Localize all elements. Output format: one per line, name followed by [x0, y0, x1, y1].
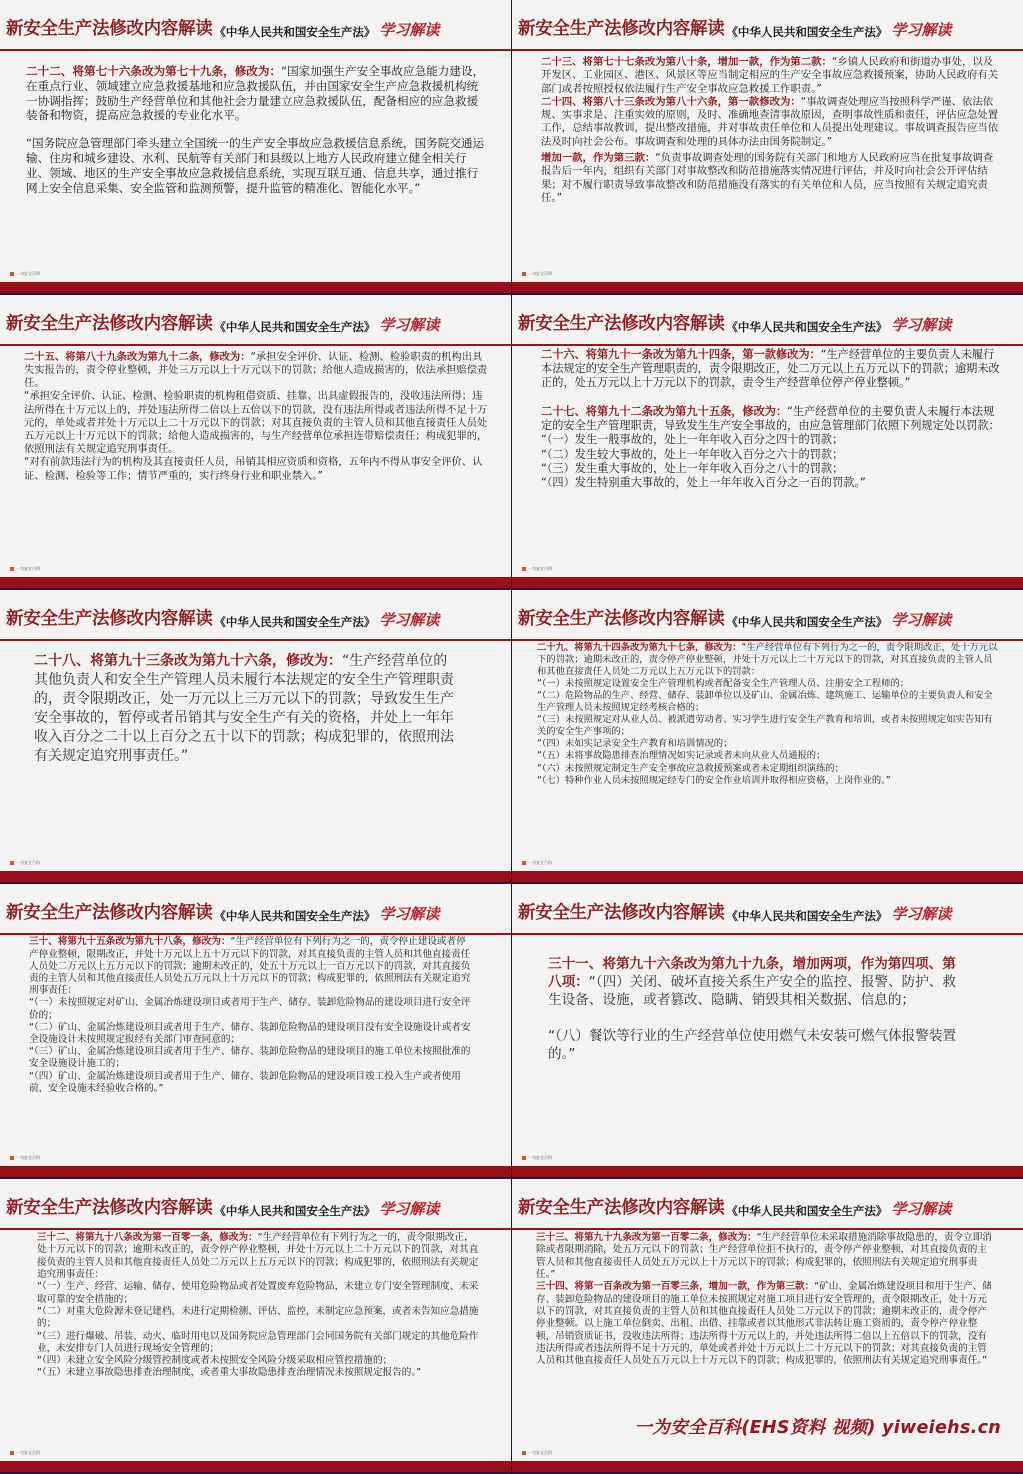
slide-title: 新安全生产法修改内容解读	[6, 19, 213, 39]
list-item: “（二）危险物品的生产、经营、储存、装卸单位以及矿山、金属冶炼、建筑施工、运输单位的主要负责人和安全生产管理人员未按照规定经考核合格的；	[537, 689, 993, 714]
law-name: 《中华人民共和国安全生产法》	[726, 1204, 888, 1219]
slide-header	[0, 1179, 511, 1225]
header-divider	[512, 933, 1023, 935]
study-tag: 学习解读	[379, 905, 440, 924]
article-text: “生产经营单位有下列行为之一的，责令限期改正，处十万元以下的罚款；逾期未改正的，责令停产停业整顿，并处十万元以上二十万元以下的罚款，对其直接负责的主管人员和其他直接责任人员处二万元以上五万元以下的罚款；构成犯罪的，依照刑法有关规定追究刑事责任：	[37, 1232, 479, 1281]
slide-body	[29, 936, 475, 1095]
list-item: “（三）进行爆破、吊装、动火、临时用电以及国务院应急管理部门会同国务院有关部门规定的其他危险作业，未安排专门人员进行现场安全管理的；	[37, 1330, 479, 1354]
footer-logo: 一为安全百科	[522, 566, 552, 572]
list-item: “（二）矿山、金属冶炼建设项目或者用于生产、储存、装卸危险物品的建设项目没有安全设施设计或者安全设施设计未按照规定报经有关部门审查同意的；	[29, 1021, 471, 1046]
footer-logo: 一为安全百科	[10, 1450, 40, 1456]
header-divider	[512, 49, 1023, 51]
article-text: “国家加强生产安全事故应急能力建设，在重点行业、领域建立应急救援基地和应急救援队伍，并由国家安全生产应急救援机构统一协调指挥；鼓励生产经营单位和其他社会力量建立应急救援队伍，配备相应的应急救援装备和物资，提高应急救援的专业化水平。	[26, 64, 485, 123]
footer-bar	[512, 1166, 1023, 1178]
watermark: 一为安全百科(EHS资料 视频) yiweiehs.cn	[634, 1417, 1001, 1438]
law-name: 《中华人民共和国安全生产法》	[726, 614, 888, 629]
paragraph	[541, 348, 1001, 391]
logo-icon	[522, 1156, 526, 1160]
article-text: “生产经营单位有下列行为之一的，责令停止建设或者停产停业整顿，限期改正，并处十万元以上五十万元以下的罚款，对其直接负责的主管人员和其他直接责任人员处二万元以上五万元以下的罚款；逾期未改正的，处五十万元以上一百万元以下的罚款，对其直接负责的主管人员和其他直接责任人员处五万元以上十万元以下的罚款；构成犯罪的，依照刑法有关规定追究刑事责任：	[29, 936, 471, 997]
footer-bar	[512, 1461, 1023, 1473]
slide-header	[0, 295, 511, 341]
list-item: “（一）生产、经营、运输、储存、使用危险物品或者处置废弃危险物品，未建立专门安全管理制度、未采取可靠的安全措施的；	[37, 1281, 479, 1305]
paragraph	[541, 152, 1001, 205]
slide-body	[537, 642, 1001, 787]
footer-logo: 一为安全百科	[10, 1155, 40, 1161]
slide-header	[512, 295, 1023, 341]
slide-title: 新安全生产法修改内容解读	[6, 903, 213, 924]
study-tag: 学习解读	[379, 21, 440, 39]
law-name: 《中华人民共和国安全生产法》	[726, 909, 888, 924]
logo-icon	[522, 861, 526, 865]
slide-title: 新安全生产法修改内容解读	[518, 608, 725, 629]
article-text: “矿山、金属冶炼建设项目和用于生产、储存、装卸危险物品的建设项目的施工单位未按照规定对施工项目进行安全管理的，责令限期改正，处十万元以下的罚款，对其直接负责的主管人员和其他直接责任人员处二万元以下的罚款；逾期未改正的，责令停产停业整顿。以上施工单位倒卖、出租、出借、挂靠或者以其他形式非法转让施工资质的，责令停产停业整顿，吊销资质证书，没收违法所得；违法所得十万元以上的，并处违法所得二倍以上五倍以下的罚款，没有违法所得或者违法所得不足十万元的，单处或者并处十万元以上二十万元以下的罚款；对其直接负责的主管人员和其他直接责任人员处五万元以上十万元以下的罚款；构成犯罪的，依照刑法有关规定追究刑事责任。”	[536, 1281, 992, 1367]
list-item: “（一）未按照规定对矿山、金属冶炼建设项目或者用于生产、储存、装卸危险物品的建设项目进行安全评价的；	[29, 997, 471, 1021]
footer-bar	[0, 282, 511, 294]
list-item: “（三）发生重大事故的，处上一年年收入百分之八十的罚款；	[541, 461, 844, 475]
slide-31	[512, 884, 1023, 1179]
logo-icon	[10, 1451, 14, 1455]
list-item: “（四）矿山、金属冶炼建设项目或者用于生产、储存、装卸危险物品的建设项目竣工投入生产或者使用前，安全设施未经验收合格的。”	[29, 1070, 461, 1094]
footer-logo: 一为安全百科	[10, 271, 40, 277]
law-name: 《中华人民共和国安全生产法》	[214, 1204, 376, 1219]
study-tag: 学习解读	[891, 1200, 952, 1219]
slide-body	[34, 652, 459, 766]
paragraph	[541, 56, 1001, 96]
slide-title: 新安全生产法修改内容解读	[518, 19, 725, 39]
slide-body	[548, 955, 961, 1063]
list-item: “（一）发生一般事故的，处上一年年收入百分之四十的罚款；	[541, 433, 844, 447]
list-item: “（二）对重大危险源未登记建档，未进行定期检测、评估、监控，未制定应急预案，或者未告知应急措施的；	[37, 1305, 479, 1330]
list-item: “（六）未按照规定制定生产安全事故应急救援预案或者未定期组织演练的；	[537, 762, 844, 774]
slide-33-34	[512, 1179, 1023, 1474]
article-heading: 三十一、将第九十六条改为第九十九条，增加两项，作为第四项、第八项：	[548, 956, 956, 991]
paragraph	[29, 936, 475, 997]
footer-bar	[512, 871, 1023, 883]
slide-29	[512, 590, 1023, 885]
paragraph	[537, 642, 1001, 678]
article-text: “生产经营单位未采取措施消除事故隐患的，责令立即消除或者限期消除，处五万元以下的罚款；生产经营单位拒不执行的，责令停产停业整顿，对其直接负责的主管人员和其他直接责任人员处五万元以上十万元以下的罚款；构成犯罪的，依照刑法有关规定追究刑事责任。”	[536, 1232, 992, 1281]
law-name: 《中华人民共和国安全生产法》	[726, 25, 888, 39]
footer-bar	[0, 577, 511, 589]
slide-32	[0, 1179, 511, 1474]
header-divider	[0, 1228, 511, 1230]
paragraph	[26, 64, 489, 123]
logo-icon	[522, 567, 526, 571]
slide-title: 新安全生产法修改内容解读	[6, 1198, 213, 1219]
slide-25	[0, 295, 511, 590]
slide-body	[26, 64, 489, 195]
list-item: “（七）特种作业人员未按照规定经专门的安全作业培训并取得相应资格，上岗作业的。”	[537, 774, 891, 786]
article-text: “承担安全评价、认证、检测、检验职责的机构出具失实报告的，责令停业整顿，并处三万元以上十万元以下的罚款；给他人造成损害的，依法承担赔偿责任。	[24, 350, 488, 390]
footer-bar	[512, 282, 1023, 294]
article-heading: 二十六、将第九十一条改为第九十四条，第一款修改为：	[541, 347, 821, 361]
list-item: “（五）未将事故隐患排查治理情况如实记录或者未向从业人员通报的；	[537, 750, 826, 762]
slide-26-27	[512, 295, 1023, 590]
study-tag: 学习解读	[379, 1200, 440, 1219]
article-text: “生产经营单位有下列行为之一的，责令限期改正，处十万元以下的罚款；逾期未改正的，责令停产停业整顿，并处十万元以上二十万元以下的罚款，对其直接负责的主管人员和其他直接责任人员处二万元以上五万元以下的罚款：	[537, 641, 998, 677]
law-name: 《中华人民共和国安全生产法》	[214, 614, 376, 629]
footer-bar	[512, 577, 1023, 589]
logo-icon	[522, 1451, 526, 1455]
header-divider	[512, 639, 1023, 641]
slide-header	[0, 590, 511, 636]
slide-title: 新安全生产法修改内容解读	[518, 313, 725, 334]
law-name: 《中华人民共和国安全生产法》	[214, 25, 376, 39]
paragraph	[24, 456, 489, 482]
article-text: “承担安全评价、认证、检测、检验职责的机构租借资质、挂靠、出具虚假报告的，没收违法所得；违法所得在十万元以上的，并处违法所得二倍以上五倍以下的罚款，没有违法所得或者违法所得不足十万元的，单处或者并处十万元以上二十万元以下的罚款；对其直接负责的主管人员和其他直接责任人员处五万元以上十万元以下的罚款；给他人造成损害的，与生产经营单位承担连带赔偿责任；构成犯罪的，依照刑法有关规定追究刑事责任。	[24, 390, 488, 456]
slide-title: 新安全生产法修改内容解读	[518, 1198, 725, 1219]
slide-header	[512, 0, 1023, 46]
slide-28	[0, 590, 511, 885]
article-heading: 三十四、将第一百条改为第一百零三条，增加一款，作为第三款：	[536, 1281, 815, 1293]
slide-header	[512, 884, 1023, 930]
footer-bar	[0, 1166, 511, 1178]
list-item: “（二）发生较大事故的，处上一年年收入百分之六十的罚款；	[541, 447, 844, 461]
list-item: “（四）未建立安全风险分级管控制度或者未按照安全风险分级采取相应管控措施的；	[37, 1355, 393, 1367]
article-heading: 二十二、将第七十六条改为第七十九条，修改为：	[26, 64, 282, 78]
law-name: 《中华人民共和国安全生产法》	[214, 909, 376, 924]
article-heading: 三十、将第九十五条改为第九十八条，修改为：	[29, 936, 231, 948]
slide-body	[541, 348, 1001, 491]
slide-23-24	[512, 0, 1023, 295]
law-name: 《中华人民共和国安全生产法》	[726, 319, 888, 334]
paragraph	[26, 136, 489, 195]
list-item: “（五）未建立事故隐患排查治理制度，或者重大事故隐患排查治理情况未按照规定报告的。”	[37, 1367, 422, 1379]
list-item: “（三）未按照规定对从业人员、被派遣劳动者、实习学生进行安全生产教育和培训，或者未按照规定如实告知有关的安全生产事项的；	[537, 714, 993, 738]
header-divider	[0, 639, 511, 641]
slide-30	[0, 884, 511, 1179]
footer-bar	[0, 871, 511, 883]
paragraph	[34, 652, 459, 766]
article-heading: 二十四、将第八十三条改为第八十六条，第一款修改为：	[541, 95, 801, 108]
paragraph	[548, 955, 961, 1009]
study-tag: 学习解读	[891, 21, 952, 39]
footer-logo: 一为安全百科	[10, 860, 40, 866]
article-heading: 增加一款，作为第三款：	[541, 152, 656, 165]
slide-title: 新安全生产法修改内容解读	[6, 313, 213, 334]
footer-logo: 一为安全百科	[522, 1450, 552, 1456]
article-text: “对有前款违法行为的机构及其直接责任人员，吊销其相应资质和资格，五年内不得从事安全评价、认证、检测、检验等工作；情节严重的，实行终身行业和职业禁入。”	[24, 456, 483, 482]
logo-icon	[10, 861, 14, 865]
article-heading: 二十五、将第八十九条改为第九十二条，修改为：	[24, 350, 251, 363]
header-divider	[0, 49, 511, 51]
study-tag: 学习解读	[379, 610, 440, 629]
list-item: “（八）餐饮等行业的生产经营单位使用燃气未安装可燃气体报警装置的。”	[548, 1028, 957, 1063]
footer-logo: 一为安全百科	[522, 1155, 552, 1161]
list-item: “（四）发生特别重大事故的，处上一年年收入百分之一百的罚款。”	[541, 476, 866, 490]
study-tag: 学习解读	[891, 905, 952, 924]
footer-logo: 一为安全百科	[522, 271, 552, 277]
footer-logo: 一为安全百科	[10, 566, 40, 572]
logo-icon	[522, 272, 526, 276]
study-tag: 学习解读	[891, 315, 952, 334]
article-heading: 三十二、将第九十八条改为第一百零一条，修改为：	[37, 1232, 258, 1244]
article-heading: 二十九、将第九十四条改为第九十七条，修改为：	[537, 641, 742, 653]
slide-22	[0, 0, 511, 295]
article-text: “（四）关闭、破坏直接关系生产安全的监控、报警、防护、救生设备、设施，或者篡改、隐瞒、销毁其相关数据、信息的；	[548, 974, 957, 1009]
logo-icon	[10, 567, 14, 571]
slide-body	[541, 56, 1001, 205]
header-divider	[512, 1228, 1023, 1230]
slide-title: 新安全生产法修改内容解读	[6, 608, 213, 629]
article-heading: 三十三、将第九十九条改为第一百零二条，修改为：	[536, 1232, 757, 1244]
logo-icon	[10, 1156, 14, 1160]
footer-logo: 一为安全百科	[522, 860, 552, 866]
slide-header	[0, 884, 511, 930]
slide-body	[24, 351, 489, 483]
logo-icon	[10, 272, 14, 276]
slide-title: 新安全生产法修改内容解读	[518, 903, 725, 924]
paragraph	[541, 96, 1001, 149]
study-tag: 学习解读	[891, 610, 952, 629]
slide-header	[0, 0, 511, 46]
slide-body	[536, 1232, 993, 1367]
footer-bar	[0, 1461, 511, 1473]
law-name: 《中华人民共和国安全生产法》	[214, 319, 376, 334]
header-divider	[0, 344, 511, 346]
paragraph	[536, 1232, 993, 1281]
paragraph	[24, 390, 489, 456]
slide-header	[512, 590, 1023, 636]
slide-body	[37, 1232, 481, 1380]
header-divider	[512, 344, 1023, 346]
slide-header	[512, 1179, 1023, 1225]
article-text: “生产经营单位的主要负责人未履行本法规定的安全生产管理职责，导致发生生产安全事故的，由应急管理部门依照下列规定处以罚款：	[541, 404, 1000, 432]
paragraph	[37, 1232, 481, 1281]
list-item: “（三）矿山、金属冶炼建设项目或者用于生产、储存、装卸危险物品的建设项目的施工单位未按照批准的安全设施设计施工的；	[29, 1046, 471, 1070]
paragraph	[541, 405, 1001, 434]
paragraph	[536, 1281, 993, 1367]
list-item: “（四）未如实记录安全生产教育和培训情况的；	[537, 738, 733, 750]
article-text: “国务院应急管理部门牵头建立全国统一的生产安全事故应急救援信息系统，国务院交通运输、住房和城乡建设、水利、民航等有关部门和县级以上地方人民政府建立健全相关行业、领域、地区的生产安全事故应急救援信息系统，实现互联互通、信息共享，通过推行网上安全信息采集、安全监管和监测预警，提升监管的精准化、智能化水平。”	[26, 136, 485, 195]
article-text: “事故调查处理应当按照科学严谨、依法依规、实事求是、注重实效的原则，及时、准确地查清事故原因，查明事故性质和责任，评估应急处置工作，总结事故教训，提出整改措施，并对事故责任单位和人员提出处理建议。事故调查报告应当依法及时向社会公布。事故调查和处理的具体办法由国务院制定。”	[541, 95, 999, 148]
list-item: “（一）未按照规定设置安全生产管理机构或者配备安全生产管理人员、注册安全工程师的；	[537, 677, 910, 689]
article-heading: 二十三、将第七十七条改为第八十条，增加一款，作为第二款：	[541, 56, 832, 68]
study-tag: 学习解读	[379, 315, 440, 334]
paragraph	[24, 351, 489, 391]
article-text: “生产经营单位的主要负责人未履行本法规定的安全生产管理职责的，责令限期改正，处二万元以上五万元以下的罚款；逾期未改正的，处五万元以上十万元以下的罚款，责令生产经营单位停产停业整顿。”	[541, 347, 1000, 390]
article-text: “乡镇人民政府和街道办事处，以及开发区、工业园区、港区、风景区等应当制定相应的生产安全事故应急救援预案，协助人民政府有关部门或者按照授权依法履行生产安全事故应急救援工作职责。”	[541, 56, 999, 95]
article-heading: 二十七、将第九十二条改为第九十五条，修改为：	[541, 404, 788, 418]
article-text: “生产经营单位的其他负责人和安全生产管理人员未履行本法规定的安全生产管理职责的，责令限期改正，处一万元以上三万元以下的罚款；导致发生生产安全事故的，暂停或者吊销其与安全生产有关的资格，并处上一年年收入百分之二十以上百分之五十以下的罚款；构成犯罪的，依照刑法有关规定追究刑事责任。”	[34, 652, 454, 764]
article-text: “负责事故调查处理的国务院有关部门和地方人民政府应当在批复事故调查报告后一年内，组织有关部门对事故整改和防范措施落实情况进行评估，并及时向社会公开评估结果；对不履行职责导致事故整改和防范措施没有落实的有关单位和人员，应当按照有关规定追究责任。”	[541, 152, 994, 204]
article-heading: 二十八、将第九十三条改为第九十六条，修改为：	[34, 652, 342, 669]
